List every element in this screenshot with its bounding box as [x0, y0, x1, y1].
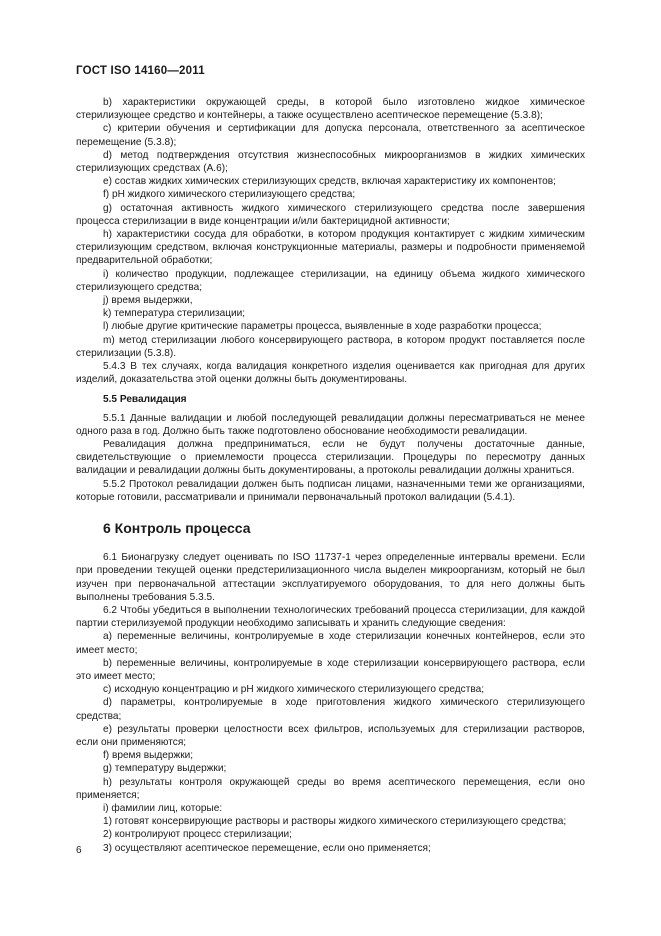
list-item-l: l) любые другие критические параметры процесса, выявленные в ходе разработки процесса;	[103, 321, 542, 333]
spacer	[76, 537, 585, 551]
list-item-6-2-i-3: 3) осуществляют асептическое перемещение, если оно применяется;	[103, 842, 431, 854]
paragraph-5-4-3: 5.4.3 В тех случаях, когда валидация конкретного изделия оценивается как пригодная для других изделий, доказательства этой оценки должны быть документированы.	[76, 361, 585, 386]
list-item-i: i) количество продукции, подлежащее стерилизации, на единицу объема жидкого химического стерилизующего средства;	[76, 268, 585, 293]
paragraph-5-5-2: 5.5.2 Протокол ревалидации должен быть подписан лицами, назначенными теми же организациями, которые готовили, рассматривали и принимали первоначальный протокол валидации (5.4.1).	[76, 478, 585, 503]
list-item-6-2-b: b) переменные величины, контролируемые в ходе стерилизации консервирующего раствора, если это имеет место;	[76, 657, 585, 682]
list-item-k: k) температура стерилизации;	[103, 308, 246, 320]
section-heading-6: 6 Контроль процесса	[103, 520, 251, 537]
subsection-heading-5-5: 5.5 Ревалидация	[103, 394, 187, 406]
spacer	[76, 504, 585, 519]
list-item-6-2-h: h) результаты контроля окружающей среды во время асептического перемещения, если оно применяется;	[76, 776, 585, 801]
page-number: 6	[76, 845, 82, 856]
list-item-m: m) метод стерилизации любого консервирующего раствора, в котором продукт поставляется после стерилизации (5.3.8).	[76, 334, 585, 359]
list-item-e: e) состав жидких химических стерилизующих средств, включая характеристику их компонентов;	[103, 176, 556, 188]
list-item-6-2-d: d) параметры, контролируемые в ходе приготовления жидкого химического стерилизующего средства;	[76, 697, 585, 722]
paragraph-6-2: 6.2 Чтобы убедиться в выполнении технологических требований процесса стерилизации, для каждой партии стерилизуемой продукции необходимо записывать и хранить следующие сведения:	[76, 604, 585, 630]
paragraph-5-5-1-continued: Ревалидация должна предприниматься, если не будут получены достаточные данные, свидетельствующие о приемлемости процесса стерилизации. Процедуры по пересмотру данных валидации и ревалидации должны быть документированы, а протоколы ревалидации должны храниться.	[76, 439, 585, 477]
paragraph-5-5-1: 5.5.1 Данные валидации и любой последующей ревалидации должны пересматриваться не менее одного раза в год. Должно быть также подготовлено обоснование необходимости ревалидации.	[76, 412, 585, 437]
list-item-b: b) характеристики окружающей среды, в которой было изготовлено жидкое химическое стерилизующее средство и контейнеры, а также осуществлено асептическое перемещение (5.3.8);	[76, 97, 585, 122]
list-item-j: j) время выдержки,	[103, 295, 193, 307]
list-item-6-2-f: f) время выдержки;	[103, 750, 194, 762]
paragraph-6-1: 6.1 Бионагрузку следует оценивать по ISO 11737-1 через определенные интервалы времени. Если при проведении текущей оценки предстерилизационного числа выделен микроорганизм, который не был изучен при первоначальной аттестации эксплуатируемого оборудования, то для него должны быть выполнены требования 5.3.5.	[76, 552, 585, 603]
list-item-6-2-e: e) результаты проверки целостности всех фильтров, используемых для стерилизации растворов, если они применяются;	[76, 723, 585, 748]
list-item-6-2-c: c) исходную концентрацию и pH жидкого химического стерилизующего средства;	[103, 684, 485, 696]
list-item-6-2-g: g) температуру выдержки;	[103, 763, 227, 775]
list-item-h: h) характеристики сосуда для обработки, в котором продукция контактирует с жидким химическим стерилизующим средством, включая конструкционные материалы, размеры и подробности применяемой предварительной обработки;	[76, 229, 585, 267]
list-item-6-2-i: i) фамилии лиц, которые:	[103, 802, 223, 814]
document-body	[76, 96, 585, 855]
list-item-6-2-i-1: 1) готовят консервирующие растворы и растворы жидкого химического стерилизующего средства;	[103, 816, 567, 828]
spacer	[76, 386, 585, 393]
document-header: ГОСТ ISO 14160—2011	[76, 65, 205, 77]
list-item-g: g) остаточная активность жидкого химического стерилизующего средства после завершения процесса стерилизации в виде концентрации и/или бактерицидной активности;	[76, 202, 585, 227]
list-item-6-2-i-2: 2) контролируют процесс стерилизации;	[103, 829, 292, 841]
list-item-f: f) pH жидкого химического стерилизующего средства;	[103, 189, 356, 201]
list-item-6-2-a: a) переменные величины, контролируемые в ходе стерилизации конечных контейнеров, если это имеет место;	[76, 631, 585, 656]
list-item-c: c) критерии обучения и сертификации для допуска персонала, ответственного за асептическое перемещение (5.3.8);	[76, 123, 585, 148]
list-item-d: d) метод подтверждения отсутствия жизнеспособных микроорганизмов в жидких химических стерилизующих средствах (А.6);	[76, 149, 585, 175]
